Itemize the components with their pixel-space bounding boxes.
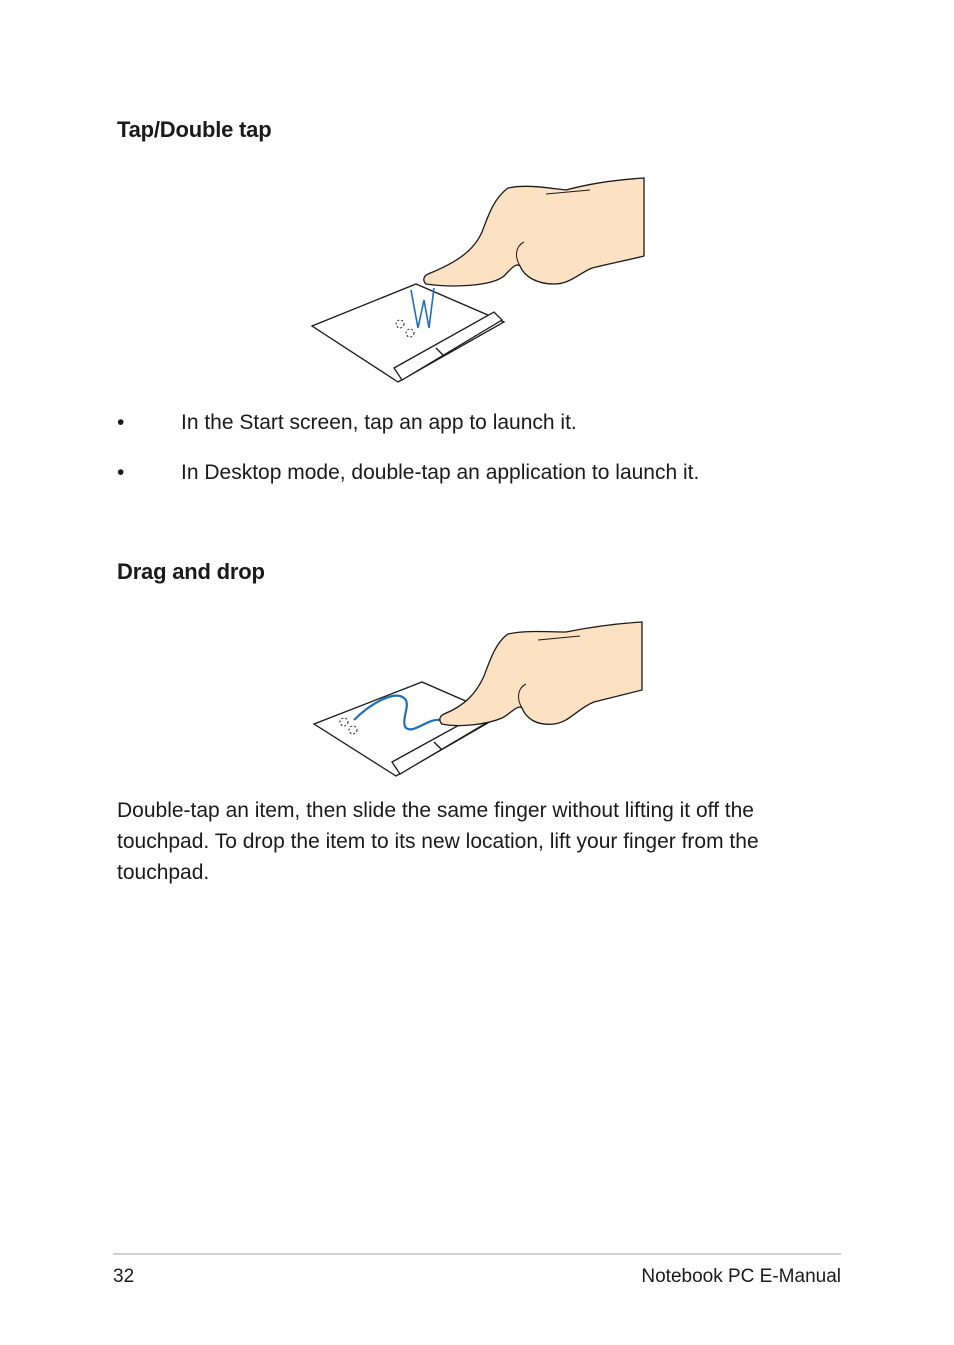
bullet-marker: •	[117, 411, 125, 434]
touchpad-icon	[312, 284, 504, 382]
heading-drag-and-drop: Drag and drop	[117, 559, 265, 584]
heading-tap-double-tap: Tap/Double tap	[117, 117, 272, 142]
footer-divider	[113, 1253, 841, 1255]
drag-and-drop-description: Double-tap an item, then slide the same finger without lifting it off the touchpad. To drop the item to its new location, lift your finger from the touchpad.	[117, 799, 759, 884]
drag-illustration	[310, 620, 650, 780]
manual-title: Notebook PC E-Manual	[641, 1266, 841, 1287]
tap-illustration	[308, 176, 648, 391]
bullet-marker: •	[117, 461, 125, 484]
bullet-text: In the Start screen, tap an app to launch it.	[181, 411, 577, 434]
page-number: 32	[113, 1266, 135, 1287]
hand-icon	[440, 622, 642, 726]
hand-icon	[424, 178, 644, 286]
bullet-text: In Desktop mode, double-tap an application to launch it.	[181, 461, 700, 484]
